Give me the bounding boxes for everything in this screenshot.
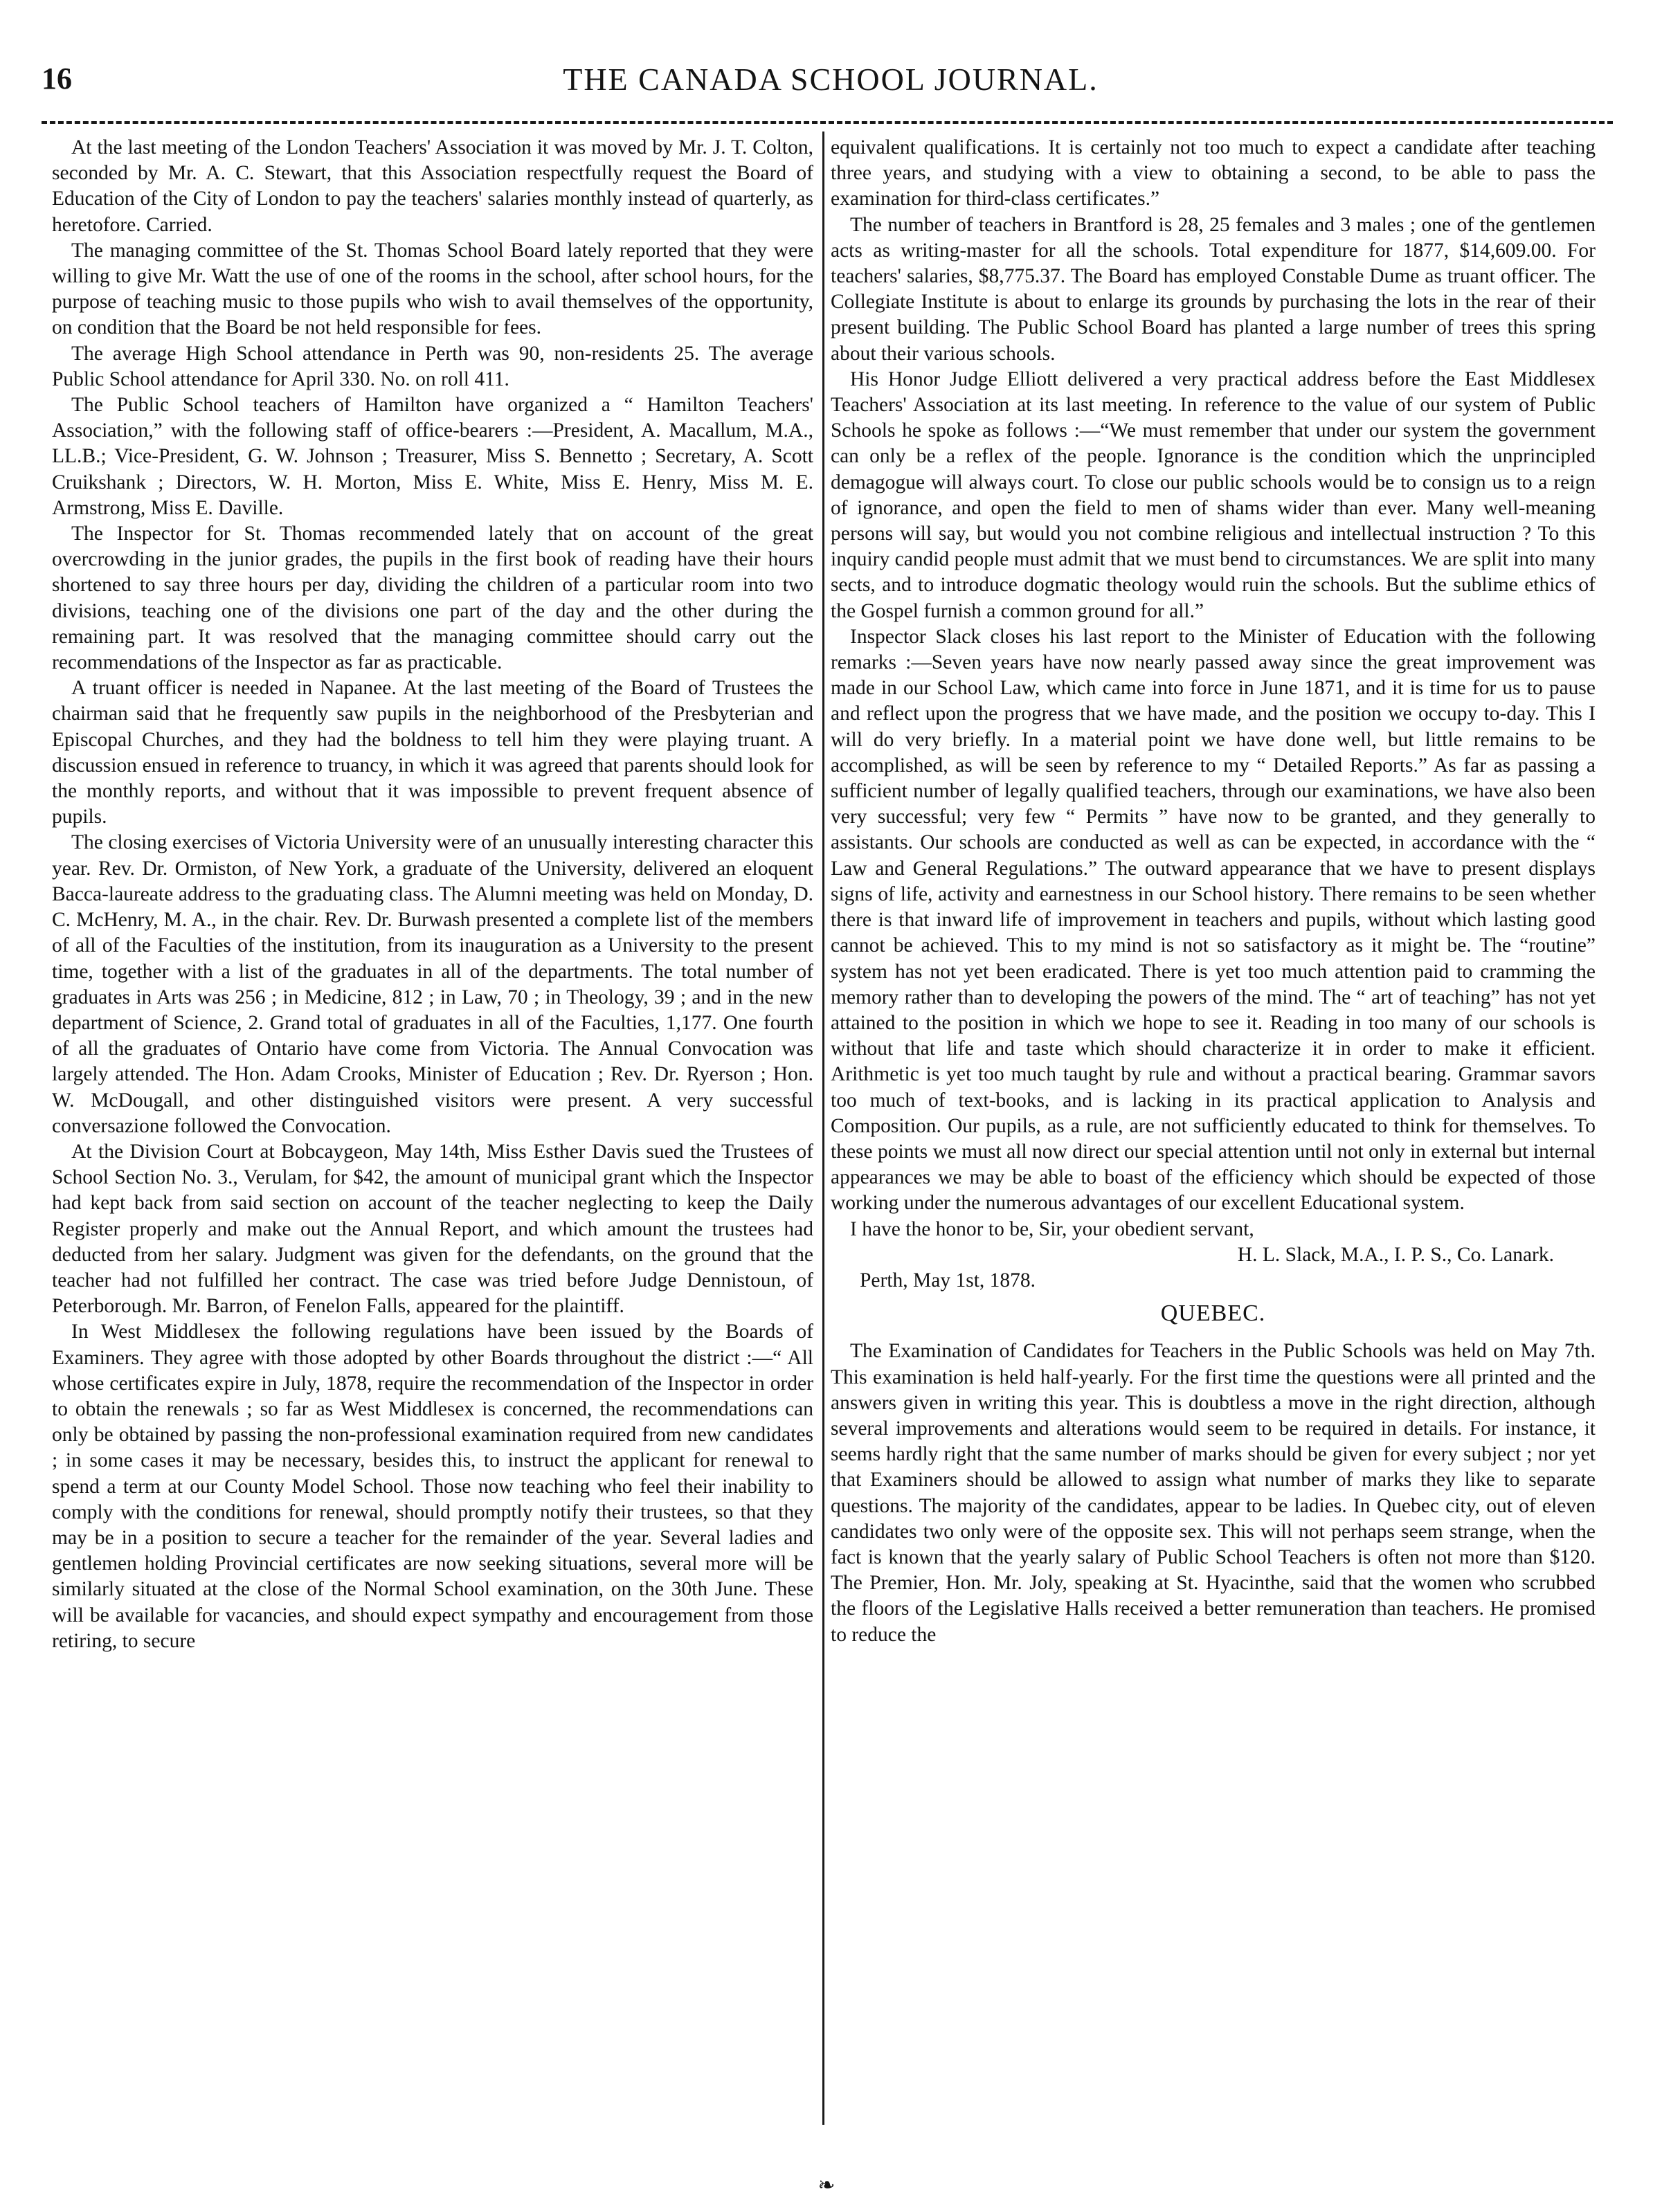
paragraph-west-middlesex: In West Middlesex the following regulations have been issued by the Boards of Examiners. They agree with those adopted by other Boards throughout the district :—“ All whose certificates expire in July, 1878, require the recommendation of the Inspector in order to obtain the renewals ; so far as West Middlesex is concerned, the recommendations can only be obtained by passing the non-professional examination required from new candidates ; in some cases it may be necessary, besides this, to instruct the applicant for renewal to spend a term at our County Model School. Those now teaching who feel their inability to comply with the conditions for renewal, should promptly notify their trustees, so that they may be in a position to secure a teacher for the remainder of the year. Several ladies and gentlemen holding Provincial certificates are now seeking situations, several more will be similarly situated at the close of the Normal School examination, on the 30th June. These will be available for vacancies, and should expect sympathy and encouragement from those retiring, to secure [52, 1321, 813, 1652]
paragraph-victoria-university: The closing exercises of Victoria University were of an unusually interesting character this year. Rev. Dr. Ormiston, of New York, a graduate of the University, delivered an eloquent Bacca-laureate address to the graduating class. The Alumni meeting was held on Monday, D. C. McHenry, M. A., in the chair. Rev. Dr. Burwash presented a complete list of the members of all of the Faculties of the institution, from its inauguration as a University to the present time, together with a list of the graduates in all of the departments. The total number of graduates in Arts was 256 ; in Medicine, 812 ; in Law, 70 ; in Theology, 39 ; and in the new department of Science, 2. Grand total of graduates in all of the Faculties, 1,177. One fourth of all the graduates of Ontario have come from Victoria. The Annual Convocation was largely attended. The Hon. Adam Crooks, Minister of Education ; Rev. Dr. Ryerson ; Hon. W. McDougall, and other distinguished visitors were present. A very successful conversazione followed the Convocation. [52, 831, 813, 1137]
footer-ornament: ❧ [818, 2174, 835, 2197]
page-header [42, 61, 1620, 123]
letter-dateline: Perth, May 1st, 1878. [860, 1269, 1036, 1291]
paragraph-perth-attendance: The average High School attendance in Perth was 90, non-residents 25. The average Public School attendance for April 330. No. on roll 411. [52, 342, 813, 390]
column-divider [822, 132, 824, 2125]
section-heading-quebec: QUEBEC. [1160, 1300, 1266, 1327]
right-column [831, 135, 1596, 1648]
paragraph-bobcaygeon-court: At the Division Court at Bobcaygeon, May 14th, Miss Esther Davis sued the Trustees of School Section No. 3., Verulam, for $42, the amount of municipal grant which the Inspector had kept back from said section on account of the teacher neglecting to keep the Daily Register properly and make out the Annual Report, and which amount the trustees had deducted from her salary. Judgment was given for the defendants, on the ground that the teacher had not fulfilled her contract. The case was tried before Judge Dennistoun, of Peterborough. Mr. Barron, of Fenelon Falls, appeared for the plaintiff. [52, 1140, 813, 1318]
header-rule [42, 121, 1613, 124]
paragraph-judge-elliott: His Honor Judge Elliott delivered a very practical address before the East Middlesex Teachers' Association at its last meeting. In reference to the value of our system of Public Schools he spoke as follows :—“We must remember that under our system the government can only be a reflex of the people. Ignorance is the condition which the unprincipled demagogue will always court. To close our public schools would be to consign us to a reign of ignorance, and open the field to men of shams wider than ever. Many well-meaning persons will say, but would you not combine religious and intellectual instruction ? To this inquiry candid people must admit that we must bend to circumstances. We are split into many sects, and to introduce dogmatic theology would ruin the schools. But the sublime ethics of the Gospel furnish a common ground for all.” [831, 368, 1596, 622]
journal-title: THE CANADA SCHOOL JOURNAL. [563, 62, 1099, 97]
paragraph-napanee-truant: A truant officer is needed in Napanee. At the last meeting of the Board of Trustees the chairman said that he frequently saw pupils in the neighborhood of the Presbyterian and Episcopal Churches, and they had the boldness to tell him they were playing truant. A discussion ensued in reference to truancy, in which it was agreed that parents should look for the monthly reports, and without that it was impossible to prevent frequent absence of pupils. [52, 677, 813, 828]
paragraph-quebec-examination: The Examination of Candidates for Teachers in the Public Schools was held on May 7th. This examination is held half-yearly. For the first time the questions were all printed and the answers given in writing this year. This is doubtless a move in the right direction, although several improvements and alterations would seem to be required in details. For instance, it seems hardly right that the same number of marks should be given for every subject ; nor yet that Examiners should be allowed to assign what number of marks they like to separate questions. The majority of the candidates, appear to be ladies. In Quebec city, out of eleven candidates two only were of the opposite sex. This will not perhaps seem strange, when the fact is known that the yearly salary of Public School Teachers is often not more than $120. The Premier, Hon. Mr. Joly, speaking at St. Hyacinthe, said that the women who scrubbed the floors of the Legislative Halls received a better remuneration than teachers. He promised to reduce the [831, 1340, 1596, 1646]
paragraph-st-thomas-overcrowding: The Inspector for St. Thomas recommended lately that on account of the great overcrowding in the junior grades, the pupils in the first book of reading have their hours shortened to say three hours per day, dividing the children of a particular room into two divisions, teaching one of the divisions one part of the day and the other during the remaining part. It was resolved that the managing committee should carry out the recommendations of the Inspector as far as practicable. [52, 523, 813, 674]
paragraph-inspector-slack: Inspector Slack closes his last report to the Minister of Education with the following remarks :—Seven years have now nearly passed away since the great improvement was made in our School Law, which came into force in June 1871, and it is time for us to pause and reflect upon the progress that we have made, and the position we occupy to-day. This I will do very briefly. In a material point we have done well, but little remains to be accomplished, as will be seen by reference to my “ Detailed Reports.” As far as passing a sufficient number of legally qualified teachers, through our examinations, we have also been very successful; very few “ Permits ” have now to be granted, and they generally to assistants. Our schools are conducted as well as can be expected, in accordance with the “ Law and General Regulations.” The outward appearance that we have to present displays signs of life, activity and earnestness in our School history. There remains to be seen whether there is that inward life of improvement in teachers and pupils, without which lasting good cannot be achieved. This to my mind is not so satisfactory as it might be. The “routine” system has not yet been eradicated. There is yet too much attention paid to cramming the memory rather than to developing the powers of the mind. The “ art of teaching” has not yet attained to the position in which we hope to see it. Reading in too many of our schools is without that life and taste which should characterize it in order to make it efficient. Arithmetic is yet too much taught by rule and without a practical bearing. Grammar savors too much of text-books, and is lacking in its practical application to Analysis and Composition. Our pupils, as a rule, are not sufficiently educated to think for themselves. To these points we must all now direct our special attention until not only in external but internal appearances we may be able to boast of the efficiency which should be expected of those working under the numerous advantages of our excellent Educational system. [831, 625, 1596, 1215]
letter-signoff: I have the honor to be, Sir, your obedient servant, [850, 1217, 1254, 1240]
paragraph-hamilton-association: The Public School teachers of Hamilton have organized a “ Hamilton Teachers' Association,” with the following staff of office-bearers :—President, A. Macallum, M.A., LL.B.; Vice-President, G. W. Johnson ; Treasurer, Miss S. Bennetto ; Secretary, A. Scott Cruikshank ; Directors, W. H. Morton, Miss E. White, Miss E. Henry, Miss M. E. Armstrong, Miss E. Daville. [52, 394, 813, 519]
letter-signature: H. L. Slack, M.A., I. P. S., Co. Lanark. [1237, 1243, 1554, 1266]
paragraph-london-teachers: At the last meeting of the London Teachers' Association it was moved by Mr. J. T. Colton, seconded by Mr. A. C. Stewart, that this Association respectfully request the Board of Education of the City of London to pay the teachers' salaries monthly instead of quarterly, as heretofore. Carried. [52, 136, 813, 236]
page-number: 16 [42, 62, 72, 96]
left-column [52, 135, 813, 1654]
paragraph-qualifications-continued: equivalent qualifications. It is certainly not too much to expect a candidate after teaching three years, and studying with a view to obtaining a second, to be able to pass the examination for third-class certificates.” [831, 136, 1596, 210]
paragraph-st-thomas-music: The managing committee of the St. Thomas School Board lately reported that they were willing to give Mr. Watt the use of one of the rooms in the school, after school hours, for the purpose of teaching music to those pupils who wish to avail themselves of the opportunity, on condition that the Board be not held responsible for fees. [52, 239, 813, 339]
paragraph-brantford: The number of teachers in Brantford is 28, 25 females and 3 males ; one of the gentlemen acts as writing-master for all the schools. Total expenditure for 1877, $14,609.00. For teachers' salaries, $8,775.37. The Board has employed Constable Dume as truant officer. The Collegiate Institute is about to enlarge its grounds by purchasing the lots in the rear of their present building. The Public School Board has planted a large number of trees this spring about their various schools. [831, 213, 1596, 365]
